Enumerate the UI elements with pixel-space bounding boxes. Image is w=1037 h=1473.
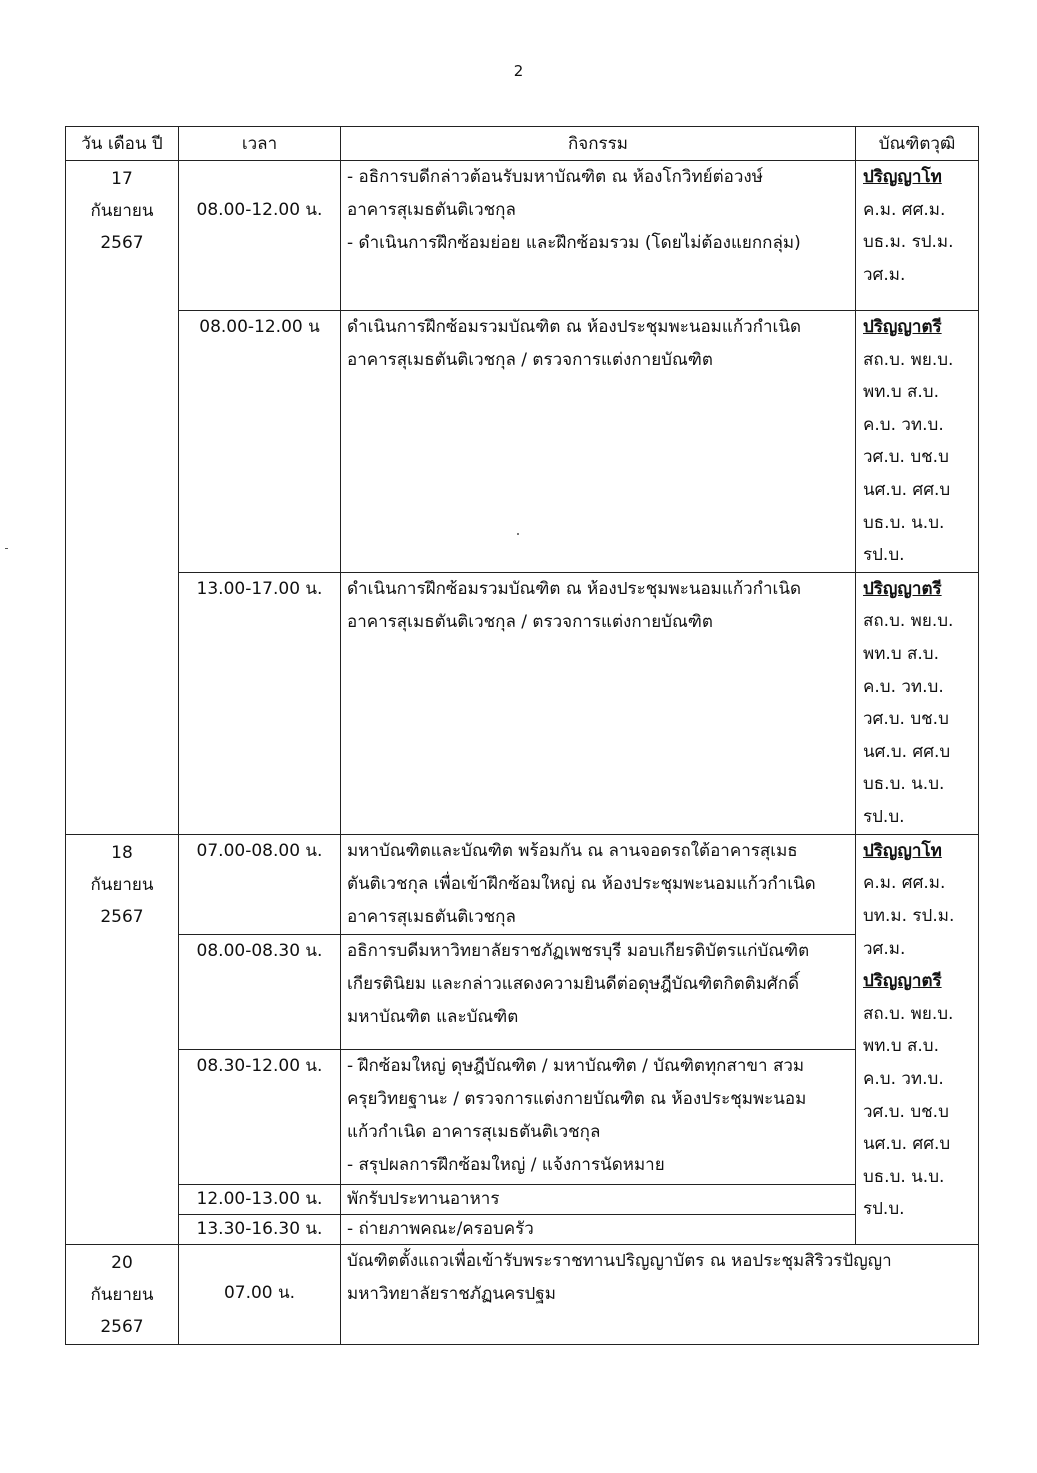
time-cell bbox=[179, 1184, 341, 1214]
time-value: 08.30-12.00 น. bbox=[196, 1055, 323, 1076]
degree-line: ค.ม. ศศ.ม. bbox=[863, 199, 946, 220]
time-value: 07.00-08.00 น. bbox=[196, 840, 323, 861]
degree-line: ค.บ. วท.บ. bbox=[863, 1068, 944, 1089]
activity-line: เกียรตินิยม และกล่าวแสดงความยินดีต่อดุษฎีบัณฑิตกิตติมศักดิ์ bbox=[347, 973, 800, 994]
time-value: 08.00-12.00 น. bbox=[196, 200, 323, 220]
degree-line: รป.บ. bbox=[863, 806, 905, 827]
degree-line: พท.บ ส.บ. bbox=[863, 643, 939, 664]
table-row bbox=[66, 572, 979, 834]
time-value: 13.30-16.30 น. bbox=[196, 1218, 323, 1239]
degree-line: วศ.บ. บช.บ bbox=[863, 709, 949, 730]
activity-line: พักรับประทานอาหาร bbox=[347, 1188, 500, 1209]
degree-line: ค.ม. ศศ.ม. bbox=[863, 873, 946, 894]
degree-cell bbox=[856, 161, 979, 311]
date-month: กันยายน bbox=[90, 874, 154, 895]
degree-title: ปริญญาโท bbox=[863, 840, 942, 861]
activity-line: - ถ่ายภาพคณะ/ครอบครัว bbox=[347, 1218, 534, 1239]
degree-cell bbox=[856, 311, 979, 573]
time-cell bbox=[179, 311, 341, 573]
date-cell-day2 bbox=[66, 834, 179, 1244]
activity-cell bbox=[341, 311, 856, 573]
date-month: กันยายน bbox=[90, 1284, 154, 1305]
degree-line: บธ.บ. น.บ. bbox=[863, 1166, 945, 1187]
activity-line: - อธิการบดีกล่าวต้อนรับมหาบัณฑิต ณ ห้องโกวิทย์ต่อวงษ์ bbox=[347, 167, 763, 187]
table-row bbox=[66, 1184, 979, 1214]
degree-line: บธ.บ. น.บ. bbox=[863, 512, 945, 533]
activity-line: มหาบัณฑิตและบัณฑิต พร้อมกัน ณ ลานจอดรถใต้อาคารสุเมธ bbox=[347, 840, 798, 861]
activity-cell bbox=[341, 934, 856, 1049]
date-day: 20 bbox=[111, 1252, 133, 1273]
date-year: 2567 bbox=[100, 233, 144, 253]
activity-line: - ดำเนินการฝึกซ้อมย่อย และฝึกซ้อมรวม (โดยไม่ต้องแยกกลุ่ม) bbox=[347, 233, 801, 253]
activity-line: ดำเนินการฝึกซ้อมรวมบัณฑิต ณ ห้องประชุมพะนอมแก้วกำเนิด bbox=[347, 578, 801, 599]
degree-line: บท.ม. รป.ม. bbox=[863, 905, 955, 926]
time-value: 13.00-17.00 น. bbox=[196, 578, 323, 599]
activity-line: บัณฑิตตั้งแถวเพื่อเข้ารับพระราชทานปริญญาบัตร ณ หอประชุมสิริวรปัญญา bbox=[347, 1250, 892, 1271]
date-cell-day1 bbox=[66, 161, 179, 835]
degree-line: นศ.บ. ศศ.บ bbox=[863, 741, 951, 762]
degree-line: สถ.บ. พย.บ. bbox=[863, 611, 954, 632]
date-year: 2567 bbox=[100, 1316, 144, 1337]
header-time: เวลา bbox=[179, 127, 341, 161]
degree-title: ปริญญาโท bbox=[863, 167, 942, 187]
activity-line: ครุยวิทยฐานะ / ตรวจการแต่งกายบัณฑิต ณ ห้องประชุมพะนอม bbox=[347, 1088, 807, 1109]
schedule-table bbox=[65, 126, 979, 1345]
activity-line: มหาวิทยาลัยราชภัฏนครปฐม bbox=[347, 1283, 556, 1304]
table-row bbox=[66, 934, 979, 1049]
activity-line: อาคารสุเมธตันติเวชกุล bbox=[347, 200, 516, 220]
degree-line: บธ.ม. รป.ม. bbox=[863, 232, 954, 253]
degree-line: พท.บ ส.บ. bbox=[863, 1036, 939, 1057]
activity-line: อาคารสุเมธตันติเวชกุล bbox=[347, 906, 516, 927]
header-activity: กิจกรรม bbox=[341, 127, 856, 161]
degree-line: สถ.บ. พย.บ. bbox=[863, 349, 954, 370]
table-row bbox=[66, 311, 979, 573]
table-row bbox=[66, 161, 979, 311]
degree-line: วศ.บ. บช.บ bbox=[863, 1101, 949, 1122]
time-value: 12.00-13.00 น. bbox=[196, 1188, 323, 1209]
degree-cell bbox=[856, 572, 979, 834]
activity-cell bbox=[341, 834, 856, 934]
degree-line: ค.บ. วท.บ. bbox=[863, 414, 944, 435]
activity-cell bbox=[341, 1244, 979, 1344]
degree-line: นศ.บ. ศศ.บ bbox=[863, 1134, 951, 1155]
date-day: 18 bbox=[111, 842, 133, 863]
time-cell bbox=[179, 1049, 341, 1184]
table-row bbox=[66, 834, 979, 934]
time-value: 08.00-12.00 น bbox=[199, 317, 320, 337]
activity-line: - ฝึกซ้อมใหญ่ ดุษฎีบัณฑิต / มหาบัณฑิต / บัณฑิตทุกสาขา สวม bbox=[347, 1055, 805, 1076]
activity-cell bbox=[341, 1049, 856, 1184]
table-row bbox=[66, 1049, 979, 1184]
scan-mark bbox=[5, 548, 8, 549]
degree-title: ปริญญาตรี bbox=[863, 317, 942, 337]
header-degree: บัณฑิตวุฒิ bbox=[856, 127, 979, 161]
header-date: วัน เดือน ปี bbox=[66, 127, 179, 161]
time-value: 08.00-08.30 น. bbox=[196, 940, 323, 961]
degree-line: วศ.ม. bbox=[863, 938, 906, 959]
activity-line: - สรุปผลการฝึกซ้อมใหญ่ / แจ้งการนัดหมาย bbox=[347, 1154, 665, 1175]
table-row bbox=[66, 1244, 979, 1344]
activity-cell bbox=[341, 161, 856, 311]
time-cell bbox=[179, 834, 341, 934]
activity-line: ตันติเวชกุล เพื่อเข้าฝึกซ้อมใหญ่ ณ ห้องประชุมพะนอมแก้วกำเนิด bbox=[347, 873, 816, 894]
degree-line: ค.บ. วท.บ. bbox=[863, 676, 944, 697]
time-value: 07.00 น. bbox=[223, 1282, 296, 1303]
activity-line: มหาบัณฑิต และบัณฑิต bbox=[347, 1006, 519, 1027]
degree-line: บธ.บ. น.บ. bbox=[863, 774, 945, 795]
table-header-row bbox=[66, 127, 979, 161]
time-cell bbox=[179, 1244, 341, 1344]
time-cell bbox=[179, 161, 341, 311]
activity-cell bbox=[341, 1214, 856, 1244]
date-year: 2567 bbox=[100, 906, 144, 927]
date-cell-day3 bbox=[66, 1244, 179, 1344]
activity-line: อธิการบดีมหาวิทยาลัยราชภัฏเพชรบุรี มอบเกียรติบัตรแก่บัณฑิต bbox=[347, 940, 810, 961]
degree-line: รป.บ. bbox=[863, 545, 905, 566]
activity-line: อาคารสุเมธตันติเวชกุล / ตรวจการแต่งกายบัณฑิต bbox=[347, 350, 713, 370]
degree-line: รป.บ. bbox=[863, 1199, 905, 1220]
page-number: 2 bbox=[513, 62, 524, 80]
degree-line: นศ.บ. ศศ.บ bbox=[863, 479, 951, 500]
degree-title: ปริญญาตรี bbox=[863, 971, 942, 992]
time-cell bbox=[179, 1214, 341, 1244]
table-row bbox=[66, 1214, 979, 1244]
date-day: 17 bbox=[111, 169, 133, 189]
date-month: กันยายน bbox=[90, 201, 154, 221]
activity-line: ดำเนินการฝึกซ้อมรวมบัณฑิต ณ ห้องประชุมพะนอมแก้วกำเนิด bbox=[347, 317, 801, 337]
degree-line: สถ.บ. พย.บ. bbox=[863, 1003, 954, 1024]
activity-cell bbox=[341, 572, 856, 834]
activity-cell bbox=[341, 1184, 856, 1214]
activity-line: อาคารสุเมธตันติเวชกุล / ตรวจการแต่งกายบัณฑิต bbox=[347, 611, 713, 632]
degree-line: วศ.บ. บช.บ bbox=[863, 447, 949, 468]
degree-title: ปริญญาตรี bbox=[863, 578, 942, 599]
degree-cell bbox=[856, 834, 979, 1244]
degree-line: วศ.ม. bbox=[863, 264, 906, 285]
degree-line: พท.บ ส.บ. bbox=[863, 382, 939, 403]
time-cell bbox=[179, 934, 341, 1049]
activity-line: แก้วกำเนิด อาคารสุเมธตันติเวชกุล bbox=[347, 1121, 601, 1142]
time-cell bbox=[179, 572, 341, 834]
